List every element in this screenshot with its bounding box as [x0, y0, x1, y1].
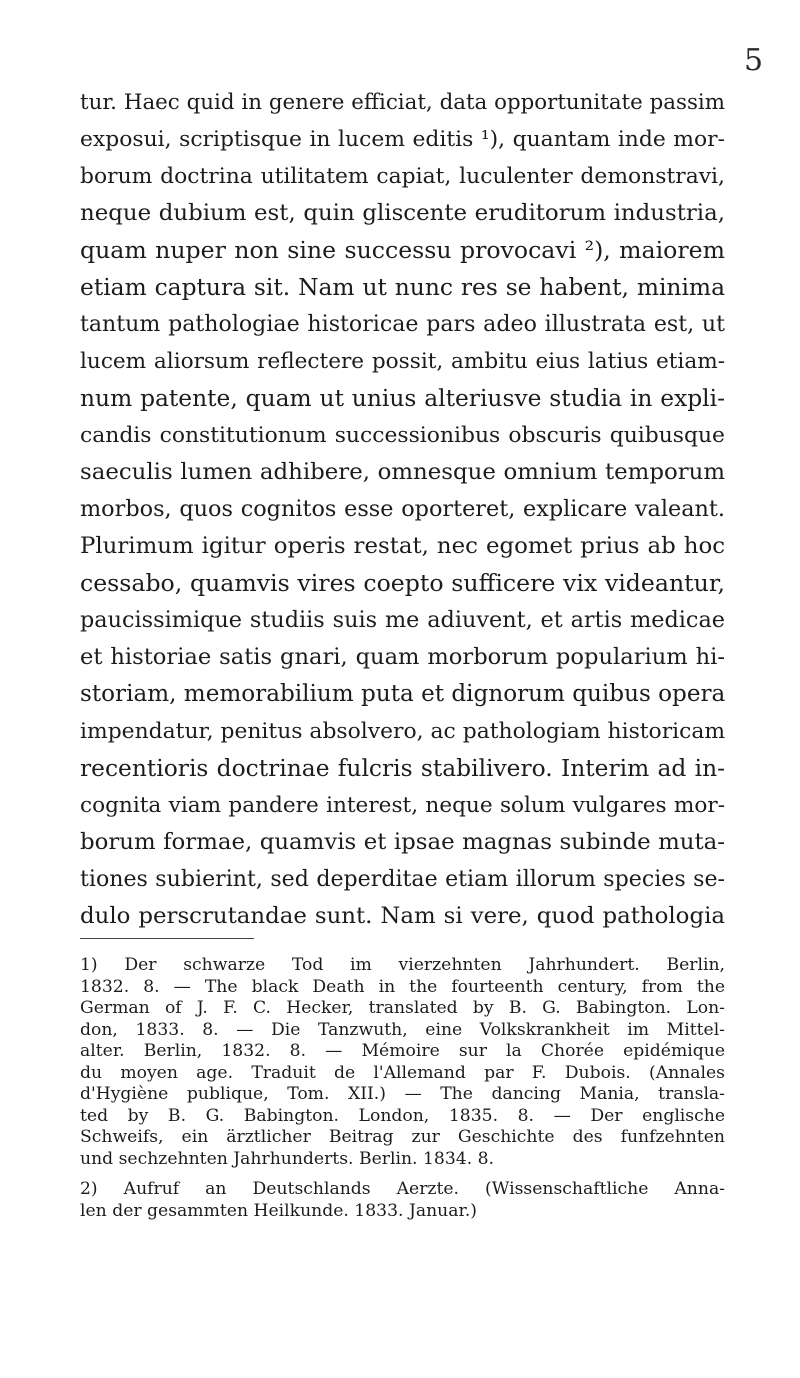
- footnote-line: Schweifs, ein ärztlicher Beitrag zur Geschichte des funfzehnten: [80, 1127, 725, 1147]
- text-line: storiam, memorabilium puta et dignorum quibus opera: [80, 681, 726, 707]
- footnote-line: ted by B. G. Babington. London, 1835. 8. — Der englische: [80, 1105, 725, 1126]
- footnote-line: d'Hygiène publique, Tom. XII.) — The dancing Mania, transla-: [80, 1084, 725, 1104]
- footnotes: [80, 955, 725, 1222]
- text-line: tantum pathologiae historicae pars adeo illustrata est, ut: [80, 311, 725, 337]
- footnote-line: German of J. F. C. Hecker, translated by B. G. Babington. Lon-: [80, 998, 725, 1018]
- text-line: quam nuper non sine successu provocavi ²), maiorem: [80, 236, 725, 264]
- footnote-1: [80, 955, 725, 1170]
- text-line: tiones subierint, sed deperditae etiam illorum species se-: [80, 866, 725, 892]
- text-line: borum formae, quamvis et ipsae magnas subinde muta-: [80, 829, 725, 855]
- text-line: etiam captura sit. Nam ut nunc res se habent, minima: [80, 273, 725, 301]
- text-line: morbos, quos cognitos esse oporteret, explicare valeant.: [80, 496, 725, 522]
- footnote-line: 1832. 8. — The black Death in the fourteenth century, from the: [80, 976, 725, 997]
- text-line: tur. Haec quid in genere efficiat, data opportunitate passim: [80, 90, 725, 115]
- footnote-line: du moyen age. Traduit de l'Allemand par F. Dubois. (Annales: [80, 1062, 725, 1083]
- text-line: borum doctrina utilitatem capiat, luculenter demonstravi,: [80, 164, 725, 189]
- footnote-line: 2) Aufruf an Deutschlands Aerzte. (Wissenschaftliche Anna-: [80, 1179, 725, 1199]
- text-line: Plurimum igitur operis restat, nec egomet prius ab hoc: [80, 533, 725, 559]
- text-line: et historiae satis gnari, quam morborum popularium hi-: [80, 644, 725, 670]
- text-line: cessabo, quamvis vires coepto sufficere vix videantur,: [80, 569, 725, 597]
- text-line: recentioris doctrinae fulcris stabilivero. Interim ad in-: [80, 754, 725, 782]
- text-line: dulo perscrutandae sunt. Nam si vere, quod pathologia: [80, 903, 725, 929]
- footnote-line: und sechzehnten Jahrhunderts. Berlin. 1834. 8.: [80, 1148, 495, 1169]
- text-line: candis constitutionum successionibus obscuris quibusque: [80, 423, 725, 448]
- main-text: [80, 84, 725, 935]
- footnote-line: don, 1833. 8. — Die Tanzwuth, eine Volkskrankheit im Mittel-: [80, 1019, 725, 1040]
- footnote-divider: [80, 938, 254, 939]
- footnote-line: alter. Berlin, 1832. 8. — Mémoire sur la Chorée epidémique: [80, 1041, 725, 1061]
- page-number: 5: [744, 43, 764, 78]
- text-line: lucem aliorsum reflectere possit, ambitu eius latius etiam-: [80, 349, 725, 374]
- text-line: num patente, quam ut unius alteriusve studia in expli-: [80, 384, 725, 412]
- text-line: impendatur, penitus absolvero, ac pathologiam historicam: [80, 719, 726, 744]
- text-line: saeculis lumen adhibere, omnesque omnium temporum: [80, 459, 725, 485]
- text-line: cognita viam pandere interest, neque solum vulgares mor-: [80, 793, 725, 818]
- text-line: exposui, scriptisque in lucem editis ¹), quantam inde mor-: [80, 127, 725, 152]
- footnote-2: [80, 1179, 725, 1222]
- text-line: neque dubium est, quin gliscente eruditorum industria,: [80, 200, 725, 226]
- footnote-line: len der gesammten Heilkunde. 1833. Januar.): [80, 1200, 477, 1221]
- text-line: paucissimique studiis suis me adiuvent, et artis medicae: [80, 607, 725, 633]
- footnote-line: 1) Der schwarze Tod im vierzehnten Jahrhundert. Berlin,: [80, 955, 725, 975]
